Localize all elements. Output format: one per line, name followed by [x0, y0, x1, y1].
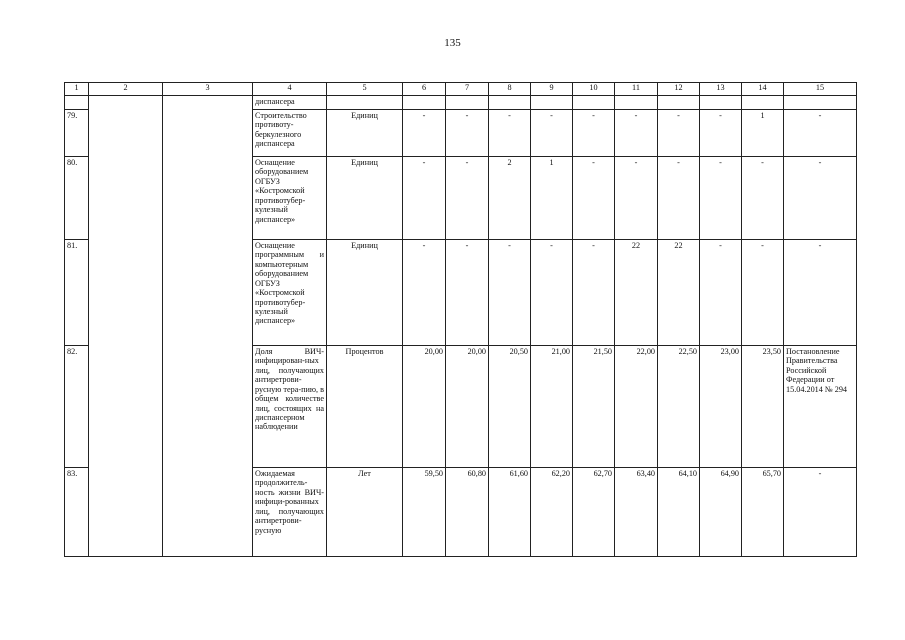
cell: [403, 96, 446, 110]
unit: Единиц: [327, 110, 403, 157]
column-header: 14: [742, 83, 784, 96]
value-cell: 1: [531, 157, 573, 240]
value-cell: 20,50: [489, 346, 531, 468]
column-header: 1: [65, 83, 89, 96]
cell: [615, 96, 658, 110]
value-cell: 20,00: [403, 346, 446, 468]
value-cell: -: [531, 240, 573, 346]
value-cell: 64,10: [658, 468, 700, 557]
value-cell: -: [531, 110, 573, 157]
indicators-table: [64, 82, 857, 557]
row-number: 82.: [65, 346, 89, 468]
merged-cell-col2: [89, 96, 163, 557]
value-cell: -: [700, 110, 742, 157]
value-cell: -: [446, 110, 489, 157]
source-cell: -: [784, 110, 857, 157]
value-cell: 2: [489, 157, 531, 240]
value-cell: -: [658, 157, 700, 240]
cell: [573, 96, 615, 110]
value-cell: -: [403, 110, 446, 157]
column-header: 15: [784, 83, 857, 96]
column-header: 10: [573, 83, 615, 96]
source-cell: Постановление Правительства Российской Федерации от 15.04.2014 № 294: [784, 346, 857, 468]
header-row: [65, 83, 857, 96]
value-cell: -: [446, 240, 489, 346]
row-number: 80.: [65, 157, 89, 240]
source-cell: -: [784, 157, 857, 240]
value-cell: -: [700, 240, 742, 346]
unit: Лет: [327, 468, 403, 557]
column-header: 7: [446, 83, 489, 96]
value-cell: 22,00: [615, 346, 658, 468]
cell: [531, 96, 573, 110]
column-header: 9: [531, 83, 573, 96]
cell: [446, 96, 489, 110]
value-cell: 62,70: [573, 468, 615, 557]
unit: Процентов: [327, 346, 403, 468]
value-cell: 61,60: [489, 468, 531, 557]
value-cell: 62,20: [531, 468, 573, 557]
cell: [489, 96, 531, 110]
column-header: 3: [163, 83, 253, 96]
source-cell: -: [784, 468, 857, 557]
value-cell: -: [658, 110, 700, 157]
row-number: 83.: [65, 468, 89, 557]
value-cell: -: [446, 157, 489, 240]
cell: [65, 96, 89, 110]
value-cell: 23,00: [700, 346, 742, 468]
value-cell: -: [403, 157, 446, 240]
value-cell: -: [403, 240, 446, 346]
cell: [658, 96, 700, 110]
unit: Единиц: [327, 157, 403, 240]
value-cell: 1: [742, 110, 784, 157]
value-cell: -: [489, 240, 531, 346]
value-cell: 22,50: [658, 346, 700, 468]
value-cell: 22: [658, 240, 700, 346]
cell: [742, 96, 784, 110]
value-cell: -: [573, 240, 615, 346]
cell: [700, 96, 742, 110]
value-cell: -: [489, 110, 531, 157]
value-cell: 60,80: [446, 468, 489, 557]
indicator-name: Доля ВИЧ-инфицирован-ных лиц, получающих антиретрови-русную тера-пию, в общем количестве лиц, состоящих на диспансерном наблюдении: [253, 346, 327, 468]
column-header: 5: [327, 83, 403, 96]
indicator-name: Ожидаемая продолжитель-ность жизни ВИЧ-инфици-рованных лиц, получающих антиретрови-русную: [253, 468, 327, 557]
indicator-name: Строительство противоту-беркулезного диспансера: [253, 110, 327, 157]
value-cell: -: [742, 157, 784, 240]
cell: [784, 96, 857, 110]
merged-cell-col3: [163, 96, 253, 557]
column-header: 13: [700, 83, 742, 96]
continuation-row: [65, 96, 857, 110]
value-cell: -: [700, 157, 742, 240]
value-cell: 21,50: [573, 346, 615, 468]
value-cell: 23,50: [742, 346, 784, 468]
page-number: 135: [444, 37, 461, 49]
row-number: 79.: [65, 110, 89, 157]
column-header: 4: [253, 83, 327, 96]
source-cell: -: [784, 240, 857, 346]
continuation-text: диспансера: [253, 96, 327, 110]
value-cell: -: [573, 157, 615, 240]
value-cell: 64,90: [700, 468, 742, 557]
unit: Единиц: [327, 240, 403, 346]
value-cell: -: [615, 157, 658, 240]
column-header: 11: [615, 83, 658, 96]
value-cell: 59,50: [403, 468, 446, 557]
column-header: 8: [489, 83, 531, 96]
value-cell: -: [742, 240, 784, 346]
value-cell: 22: [615, 240, 658, 346]
value-cell: -: [573, 110, 615, 157]
column-header: 6: [403, 83, 446, 96]
value-cell: 65,70: [742, 468, 784, 557]
indicator-name: Оснащение оборудованием ОГБУЗ «Костромской противотубер-кулезный диспансер»: [253, 157, 327, 240]
cell: [327, 96, 403, 110]
row-number: 81.: [65, 240, 89, 346]
column-header: 2: [89, 83, 163, 96]
value-cell: 20,00: [446, 346, 489, 468]
column-header: 12: [658, 83, 700, 96]
value-cell: 21,00: [531, 346, 573, 468]
value-cell: 63,40: [615, 468, 658, 557]
value-cell: -: [615, 110, 658, 157]
indicator-name: Оснащение программным и компьютерным оборудованием ОГБУЗ «Костромской противотубер-кулезный диспансер»: [253, 240, 327, 346]
